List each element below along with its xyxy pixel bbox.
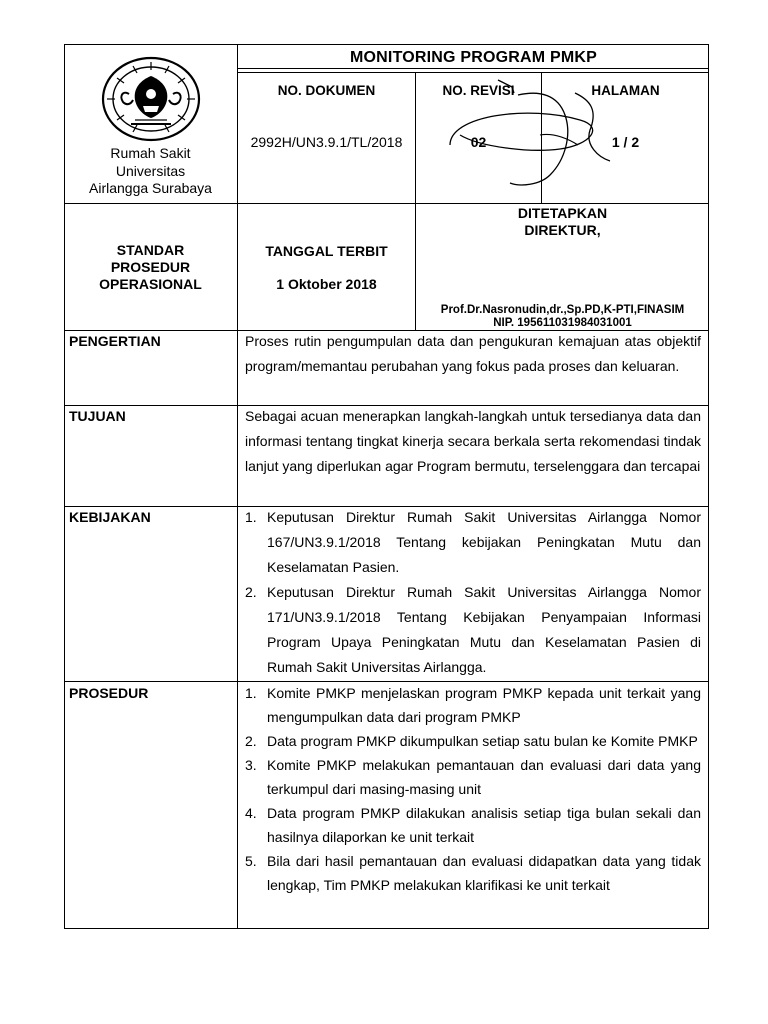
list-item <box>245 801 701 849</box>
sop-type-line: OPERASIONAL <box>99 276 202 292</box>
university-seal-icon <box>101 56 201 142</box>
list-item <box>245 753 701 801</box>
page-label: HALAMAN <box>591 83 660 98</box>
list-item-text: Komite PMKP melakukan pemantauan dan evaluasi dari data yang terkumpul dari masing-masing unit <box>267 757 701 797</box>
list-item <box>245 580 701 680</box>
approval-heading <box>416 205 709 239</box>
list-item-text: Data program PMKP dilakukan analisis setiap tiga bulan sekali dan hasilnya dilaporkan ke unit terkait <box>267 805 701 845</box>
list-item-text: Data program PMKP dikumpulkan setiap satu bulan ke Komite PMKP <box>267 733 698 749</box>
section-text-tujuan: Sebagai acuan menerapkan langkah-langkah untuk tersedianya data dan informasi tentang tingkat kinerja secara berkala serta rekomendasi tindak lanjut yang diperlukan agar Program bermutu, terselenggara dan tercapai <box>245 408 701 474</box>
doc-number-value: 2992H/UN3.9.1/TL/2018 <box>250 134 403 150</box>
list-item <box>245 505 701 580</box>
list-item-text: Komite PMKP menjelaskan program PMKP kepada unit terkait yang mengumpulkan data dari program PMKP <box>267 685 701 725</box>
hospital-name-line: Rumah Sakit <box>110 145 191 161</box>
signature <box>440 75 620 190</box>
sop-type-line: STANDAR <box>116 242 185 258</box>
list-number: 1. <box>245 685 257 701</box>
hospital-name-line: Universitas <box>115 162 186 179</box>
list-number: 2. <box>245 733 257 749</box>
list-item-text: Keputusan Direktur Rumah Sakit Universitas Airlangga Nomor 167/UN3.9.1/2018 Tentang kebijakan Peningkatan Mutu dan Keselamatan Pasien. <box>267 509 701 575</box>
issue-date-value: 1 Oktober 2018 <box>276 276 377 292</box>
section-label-prosedur: PROSEDUR <box>69 685 149 701</box>
page-value: 1 / 2 <box>611 134 640 150</box>
divider <box>64 203 709 204</box>
hospital-name <box>64 145 237 198</box>
list-item <box>245 729 701 753</box>
document-title: MONITORING PROGRAM PMKP <box>350 49 597 66</box>
kebijakan-list <box>245 505 701 680</box>
divider <box>237 44 238 929</box>
sop-type <box>64 242 237 293</box>
list-number: 4. <box>245 805 257 821</box>
list-item-text: Bila dari hasil pemantauan dan evaluasi didapatkan data yang tidak lengkap, Tim PMKP melakukan klarifikasi ke unit terkait <box>267 853 701 893</box>
director-nip: NIP. 195611031984031001 <box>493 317 632 329</box>
doc-number-label: NO. DOKUMEN <box>277 83 376 98</box>
approval-line: DITETAPKAN <box>517 205 608 221</box>
prosedur-list <box>245 681 701 927</box>
list-number: 2. <box>245 584 257 600</box>
approval-line: DIREKTUR, <box>524 222 601 238</box>
divider <box>415 72 416 330</box>
list-item <box>245 681 701 729</box>
hospital-name-line: Airlangga Surabaya <box>89 180 212 196</box>
issue-date-label: TANGGAL TERBIT <box>265 243 388 259</box>
director-name: Prof.Dr.Nasronudin,dr.,Sp.PD,K-PTI,FINASIM <box>440 304 685 316</box>
section-text-pengertian: Proses rutin pengumpulan data dan pengukuran kemajuan atas objektif program/memantau perubahan yang fokus pada proses dan keluaran. <box>245 333 701 374</box>
list-number: 3. <box>245 757 257 773</box>
section-label-kebijakan: KEBIJAKAN <box>69 509 151 525</box>
revision-value: 02 <box>470 134 487 150</box>
divider <box>237 68 709 69</box>
list-item <box>245 849 701 897</box>
section-label-pengertian: PENGERTIAN <box>69 333 161 349</box>
list-item-text: Keputusan Direktur Rumah Sakit Universitas Airlangga Nomor 171/UN3.9.1/2018 Tentang Kebijakan Penyampaian Informasi Program Upaya Peningkatan Mutu dan Keselamatan Pasien di Rumah Sakit Universitas Airlangga. <box>267 584 701 675</box>
list-number: 1. <box>245 509 257 525</box>
divider <box>237 72 709 73</box>
section-label-tujuan: TUJUAN <box>69 408 126 424</box>
sop-type-line: PROSEDUR <box>110 259 191 275</box>
list-number: 5. <box>245 853 257 869</box>
revision-label: NO. REVISI <box>442 83 515 98</box>
